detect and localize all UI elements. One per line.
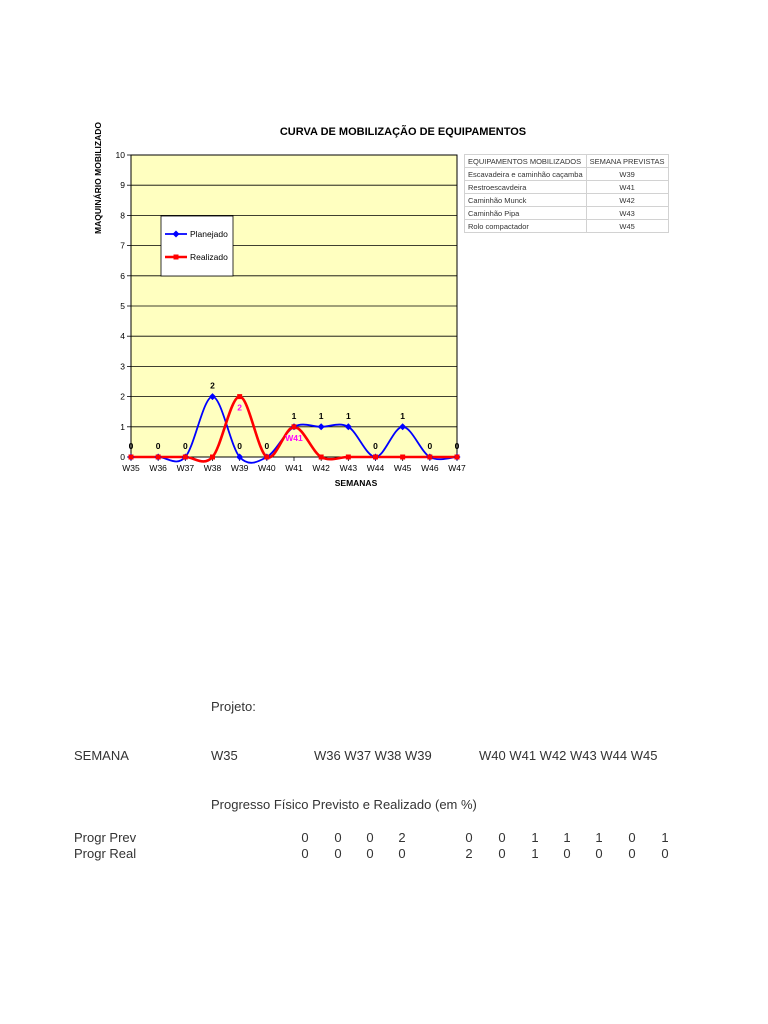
y-tick-label: 1 (120, 421, 125, 432)
semana-weeks-group-a: W36 W37 W38 W39 (314, 748, 432, 763)
legend-realizado-label: Realizado (190, 252, 228, 262)
table-row (465, 207, 669, 220)
point-realizado (156, 455, 161, 460)
equipment-table-header (465, 155, 669, 168)
point-realizado (264, 455, 269, 460)
progress-value: 0 (465, 830, 473, 845)
equipment-name: Rolo compactador (465, 220, 587, 233)
equipment-week: W39 (586, 168, 668, 181)
y-tick-label: 4 (120, 331, 125, 342)
point-realizado (183, 455, 188, 460)
realized-data-label: 2 (237, 402, 243, 413)
point-realizado (237, 394, 242, 399)
x-tick-label: W44 (366, 463, 385, 473)
equipment-name: Escavadeira e caminhão caçamba (465, 168, 587, 181)
x-tick-label: W45 (393, 463, 412, 473)
point-realizado (210, 455, 215, 460)
planned-data-label: 1 (345, 410, 351, 421)
planned-data-label: 0 (427, 441, 433, 451)
progr-prev-label: Progr Prev (74, 830, 137, 845)
equipment-name: Caminhão Munck (465, 194, 587, 207)
y-tick-label: 5 (120, 301, 125, 311)
progress-value: 2 (398, 830, 406, 845)
progress-value: 0 (301, 846, 309, 861)
table-row (465, 194, 669, 207)
progress-value: 1 (563, 830, 571, 845)
semana-first-week: W35 (211, 748, 238, 763)
point-realizado (129, 455, 134, 460)
y-tick-label: 9 (120, 180, 125, 191)
semana-weeks-group-b: W40 W41 W42 W43 W44 W45 (479, 748, 658, 763)
y-tick-label: 2 (120, 391, 125, 402)
x-tick-label: W35 (122, 463, 140, 473)
week-header: SEMANA PREVISTAS (586, 155, 668, 168)
x-tick-label: W42 (312, 463, 330, 473)
y-tick-label: 7 (120, 240, 125, 251)
progress-value: 0 (563, 846, 571, 861)
progress-value: 0 (661, 846, 669, 861)
legend (161, 216, 233, 276)
point-realizado (292, 424, 297, 429)
x-tick-label: W38 (203, 463, 222, 473)
table-row (465, 220, 669, 233)
progress-title: Progresso Físico Previsto e Realizado (em %) (211, 797, 477, 812)
planned-data-label: 1 (318, 410, 324, 421)
x-axis-label: SEMANAS (334, 478, 378, 488)
planned-data-label: 0 (182, 441, 188, 451)
progress-value: 0 (398, 846, 406, 861)
x-tick-label: W43 (339, 463, 358, 473)
legend-planejado-label: Planejado (190, 229, 228, 239)
planned-data-label: 1 (400, 410, 406, 421)
progress-value: 0 (498, 846, 506, 861)
planned-data-label: 2 (210, 380, 215, 391)
planned-data-label: 0 (264, 441, 270, 451)
realized-data-label: W41 (285, 432, 303, 443)
progress-value: 0 (334, 846, 342, 861)
planned-data-label: 0 (128, 441, 134, 451)
progress-value: 0 (628, 830, 636, 845)
equipment-table (464, 154, 669, 233)
progress-value: 0 (498, 830, 506, 845)
progress-value: 0 (334, 830, 342, 845)
legend-realizado-marker (174, 255, 179, 260)
y-tick-labels (116, 150, 131, 462)
y-tick-label: 0 (120, 452, 125, 462)
progress-value: 1 (661, 830, 669, 845)
x-tick-label: W36 (149, 463, 167, 473)
semana-label: SEMANA (74, 748, 129, 763)
point-realizado (373, 455, 378, 460)
point-realizado (400, 455, 405, 460)
equipment-header: EQUIPAMENTOS MOBILIZADOS (465, 155, 587, 168)
progress-value: 0 (301, 830, 309, 845)
planned-data-label: 0 (155, 441, 161, 451)
y-axis-label: MAQUINÁRIO MOBILIZADO (93, 122, 103, 234)
planned-data-label: 1 (291, 410, 297, 421)
y-tick-label: 6 (120, 270, 125, 281)
y-tick-label: 3 (120, 361, 125, 372)
progr-real-label: Progr Real (74, 846, 137, 861)
progress-value: 0 (628, 846, 636, 861)
planned-data-label: 0 (373, 441, 378, 451)
progress-value: 2 (465, 846, 473, 861)
planned-data-label: 0 (237, 441, 243, 451)
progress-value: 1 (531, 830, 539, 845)
x-tick-label: W37 (176, 463, 195, 473)
progress-value: 0 (366, 830, 374, 845)
y-tick-label: 10 (115, 150, 125, 160)
progress-value: 1 (531, 846, 539, 861)
progress-value: 0 (366, 846, 374, 861)
point-realizado (455, 455, 460, 460)
x-tick-label: W39 (230, 463, 249, 473)
x-tick-label: W46 (421, 463, 439, 473)
table-row (465, 168, 669, 181)
point-realizado (427, 455, 432, 460)
equipment-week: W43 (586, 207, 668, 220)
equipment-week: W41 (586, 181, 668, 194)
point-realizado (346, 455, 351, 460)
table-row (465, 181, 669, 194)
projeto-label: Projeto: (211, 699, 256, 714)
x-tick-label: W40 (258, 463, 276, 473)
planned-data-label: 0 (454, 441, 460, 451)
x-tick-labels (122, 457, 466, 473)
chart-title: CURVA DE MOBILIZAÇÃO DE EQUIPAMENTOS (279, 126, 527, 138)
legend-box (161, 216, 233, 276)
equipment-name: Caminhão Pipa (465, 207, 587, 220)
x-tick-label: W41 (285, 463, 303, 473)
progress-value: 1 (595, 830, 603, 845)
equipment-week: W42 (586, 194, 668, 207)
y-tick-label: 8 (120, 210, 125, 221)
point-realizado (319, 455, 324, 460)
x-tick-label: W47 (448, 463, 466, 473)
progress-value: 0 (595, 846, 603, 861)
equipment-week: W45 (586, 220, 668, 233)
equipment-name: Restroescavdeira (465, 181, 587, 194)
